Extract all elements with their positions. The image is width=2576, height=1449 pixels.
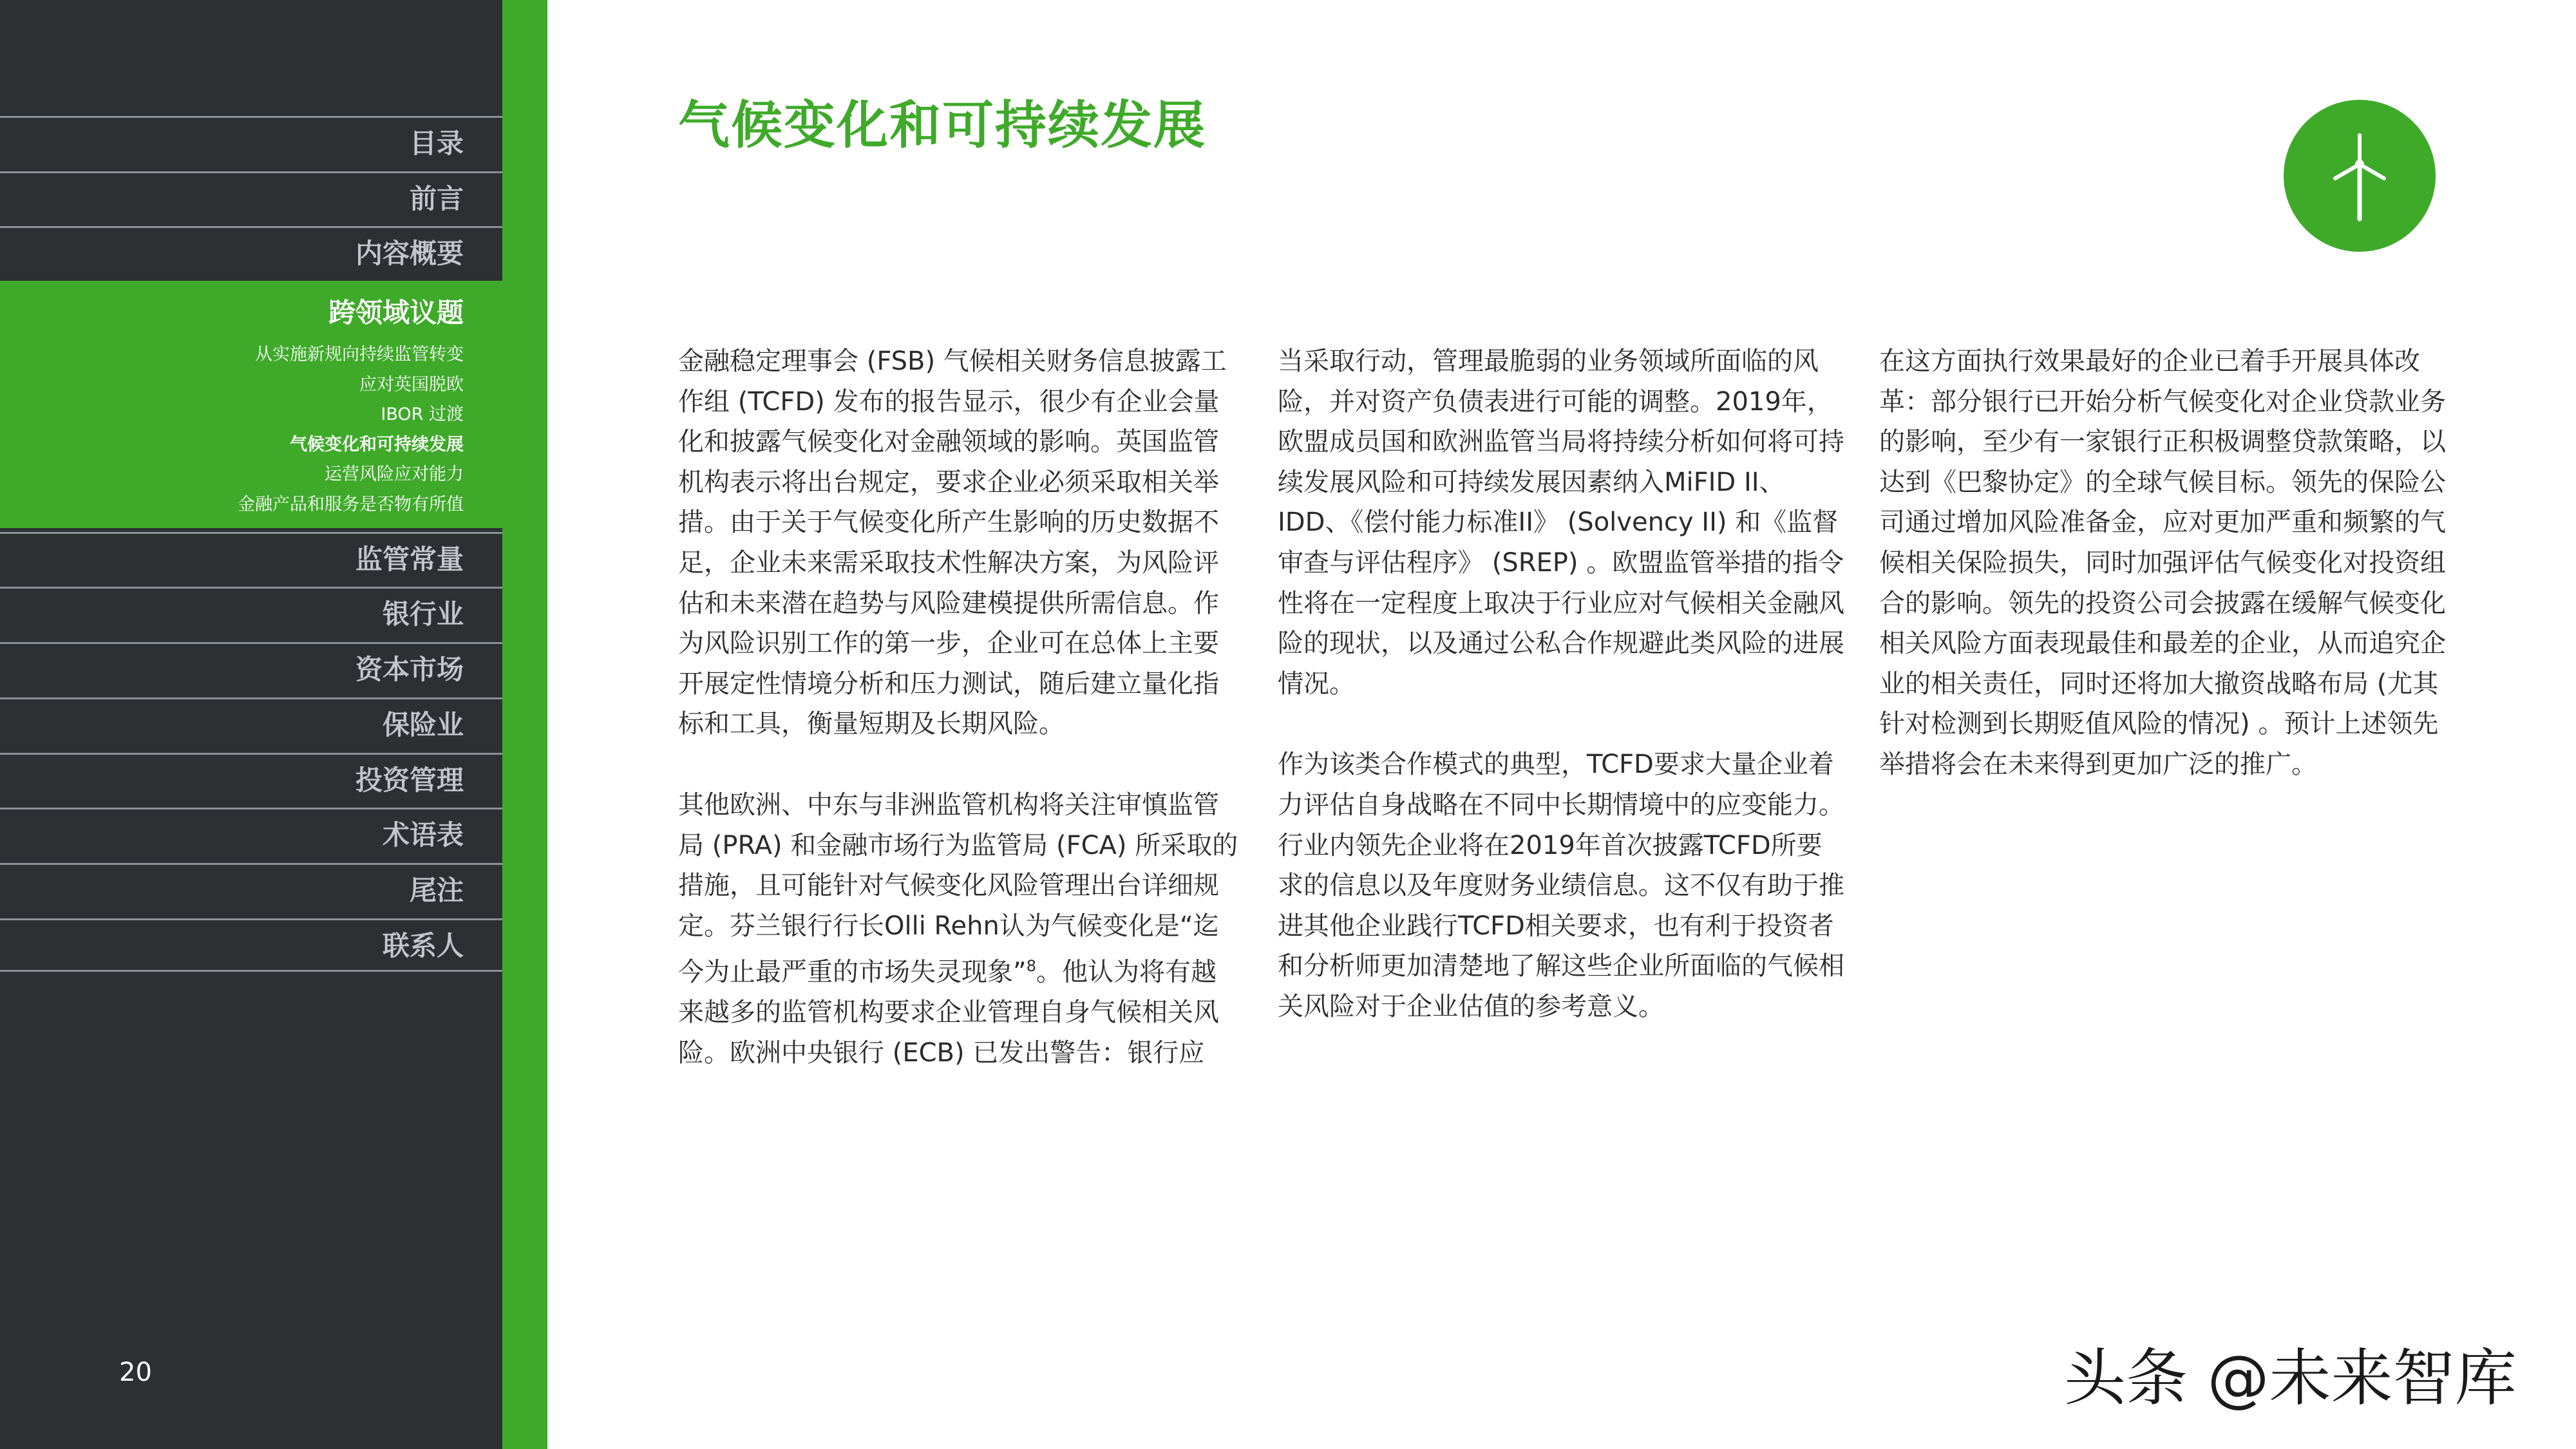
- page-title: 气候变化和可持续发展: [678, 95, 1206, 155]
- subnav-item-brexit[interactable]: 应对英国脱欧: [359, 374, 464, 395]
- text-column-3: [1879, 341, 2446, 826]
- paragraph: [678, 785, 1238, 1073]
- paragraph: 在这方面执行效果最好的企业已着手开展具体改革：部分银行已开始分析气候变化对企业贷款业务的影响，至少有一家银行正积极调整贷款策略，以达到《巴黎协定》的全球气候目标。领先的保险公司通过增加风险准备金，应对更加严重和频繁的气候相关保险损失，同时加强评估气候变化对投资组合的影响。领先的投资公司会披露在缓解气候变化相关风险方面表现最佳和最差的企业，从而追究企业的相关责任，同时还将加大撤资战略布局 (尤其针对检测到长期贬值风险的情况) 。预计上述领先举措将会在未来得到更加广泛的推广。: [1879, 346, 2446, 779]
- paragraph-text: 其他欧洲、中东与非洲监管机构将关注审慎监管局 (PRA) 和金融市场行为监管局 (FCA) 所采取的措施，且可能针对气候变化风险管理出台详细规定。芬兰银行行长Olli Rehn认为气候变化是“迄今为止最严重的市场失灵现象”: [678, 790, 1238, 987]
- nav-item-foreword[interactable]: 前言: [0, 171, 502, 225]
- nav-section-cross-sector: [0, 281, 502, 528]
- subnav-item-climate-change[interactable]: 气候变化和可持续发展: [290, 434, 464, 455]
- nav-item-investment-management[interactable]: 投资管理: [0, 753, 502, 806]
- subnav-item-value-for-money[interactable]: 金融产品和服务是否物有所值: [238, 494, 464, 515]
- nav-item-endnotes[interactable]: 尾注: [0, 863, 502, 916]
- sidebar-nav: [0, 0, 502, 1449]
- footnote-ref[interactable]: 8: [1026, 957, 1037, 976]
- paragraph-text: 。他认为将有越来越多的监管机构要求企业管理自身气候相关风险。欧洲中央银行 (ECB) 已发出警告：银行应: [678, 957, 1219, 1068]
- watermark: 头条 @未来智库: [2064, 1342, 2517, 1414]
- page-number: 20: [119, 1358, 152, 1387]
- nav-item-regulatory-constants[interactable]: 监管常量: [0, 532, 502, 585]
- text-column-1: [678, 341, 1238, 1113]
- nav-item-contents[interactable]: 目录: [0, 116, 502, 169]
- paragraph: 金融稳定理事会 (FSB) 气候相关财务信息披露工作组 (TCFD) 发布的报告显示，很少有企业会量化和披露气候变化对金融领域的影响。英国监管机构表示将出台规定，要求企业必须采取相关举措。由于关于气候变化所产生影响的历史数据不足，企业未来需采取技术性解决方案，为风险评估和未来潜在趋势与风险建模提供所需信息。作为风险识别工作的第一步，企业可在总体上主要开展定性情境分析和压力测试，随后建立量化指标和工具，衡量短期及长期风险。: [678, 346, 1227, 739]
- text-column-2: [1278, 341, 1844, 1068]
- nav-item-contacts[interactable]: 联系人: [0, 918, 502, 972]
- wind-turbine-icon: [2284, 100, 2436, 252]
- subnav-item-continuous-supervision[interactable]: 从实施新规向持续监管转变: [255, 345, 464, 365]
- paragraph: 当采取行动，管理最脆弱的业务领域所面临的风险，并对资产负债表进行可能的调整。2019年，欧盟成员国和欧洲监管当局将持续分析如何将可持续发展风险和可持续发展因素纳入MiFID II、IDD、《偿付能力标准II》 (Solvency II) 和《监督审查与评估程序》 (SREP) 。欧盟监管举措的指令性将在一定程度上取决于行业应对气候相关金融风险的现状，以及通过公私合作规避此类风险的进展情况。: [1278, 346, 1844, 699]
- subnav-list: [238, 340, 464, 520]
- nav-item-insurance[interactable]: 保险业: [0, 697, 502, 751]
- nav-item-overview[interactable]: 内容概要: [0, 226, 502, 279]
- nav-item-cross-sector-issues[interactable]: 跨领域议题: [328, 297, 464, 328]
- topic-badge: [2284, 100, 2436, 252]
- subnav-item-ibor-transition[interactable]: IBOR 过渡: [381, 404, 464, 424]
- subnav-item-operational-resilience[interactable]: 运营风险应对能力: [325, 464, 464, 484]
- accent-strip: [502, 0, 547, 1449]
- nav-item-capital-markets[interactable]: 资本市场: [0, 642, 502, 696]
- nav-item-banking[interactable]: 银行业: [0, 587, 502, 640]
- nav-item-glossary[interactable]: 术语表: [0, 808, 502, 861]
- paragraph: 作为该类合作模式的典型，TCFD要求大量企业着力评估自身战略在不同中长期情境中的应变能力。行业内领先企业将在2019年首次披露TCFD所要求的信息以及年度财务业绩信息。这不仅有助于推进其他企业践行TCFD相关要求，也有利于投资者和分析师更加清楚地了解这些企业所面临的气候相关风险对于企业估值的参考意义。: [1278, 750, 1844, 1021]
